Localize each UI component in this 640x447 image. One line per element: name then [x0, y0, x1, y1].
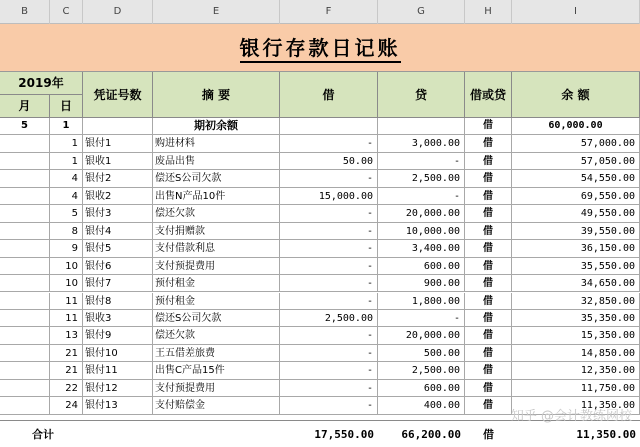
cell-day[interactable]: 9: [50, 240, 83, 257]
cell-credit[interactable]: 400.00: [378, 397, 465, 414]
header-credit[interactable]: 贷: [378, 72, 465, 118]
cell-voucher[interactable]: 银付12: [83, 380, 153, 397]
cell-credit[interactable]: 20,000.00: [378, 327, 465, 344]
title-band: [0, 24, 640, 72]
cell-day[interactable]: 10: [50, 258, 83, 275]
table-row: [0, 293, 640, 310]
cell-month[interactable]: [0, 310, 50, 327]
header-voucher[interactable]: 凭证号数: [83, 72, 153, 118]
cell-day[interactable]: 4: [50, 170, 83, 187]
column-header-d[interactable]: D: [83, 0, 153, 24]
header-balance[interactable]: 余 额: [512, 72, 640, 118]
cell-summary[interactable]: 出售N产品10件: [153, 188, 280, 205]
cell-debit[interactable]: -: [280, 380, 378, 397]
cell-day[interactable]: 11: [50, 293, 83, 310]
cell-day[interactable]: 22: [50, 380, 83, 397]
cell-month[interactable]: [0, 362, 50, 379]
cell-credit[interactable]: -: [378, 153, 465, 170]
column-header-c[interactable]: C: [50, 0, 83, 24]
cell-direction[interactable]: 借: [465, 345, 512, 362]
cell-debit[interactable]: -: [280, 345, 378, 362]
cell-summary[interactable]: 购进材料: [153, 135, 280, 152]
totals-label[interactable]: 合计: [32, 428, 54, 441]
header-debit[interactable]: 借: [280, 72, 378, 118]
cell-direction[interactable]: 借: [465, 223, 512, 240]
cell-voucher[interactable]: 银付7: [83, 275, 153, 292]
cell-direction[interactable]: 借: [465, 397, 512, 414]
table-row: [0, 327, 640, 344]
cell-balance[interactable]: 49,550.00: [512, 205, 640, 222]
cell-day[interactable]: 4: [50, 188, 83, 205]
column-header-b[interactable]: B: [0, 0, 50, 24]
cell-summary[interactable]: 废品出售: [153, 153, 280, 170]
cell-credit[interactable]: 600.00: [378, 258, 465, 275]
cell-month[interactable]: [0, 188, 50, 205]
header-direction[interactable]: 借或贷: [465, 72, 512, 118]
opening-row: [0, 118, 640, 135]
opening-day[interactable]: 1: [50, 118, 83, 135]
column-header-i[interactable]: I: [512, 0, 640, 24]
opening-month[interactable]: 5: [0, 118, 50, 135]
cell-credit[interactable]: 2,500.00: [378, 362, 465, 379]
column-header-f[interactable]: F: [280, 0, 378, 24]
cell-month[interactable]: [0, 223, 50, 240]
cell-balance[interactable]: 57,000.00: [512, 135, 640, 152]
cell-balance[interactable]: 69,550.00: [512, 188, 640, 205]
cell-debit[interactable]: -: [280, 258, 378, 275]
cell-balance[interactable]: 11,350.00: [512, 397, 640, 414]
cell-balance[interactable]: 35,350.00: [512, 310, 640, 327]
cell-debit[interactable]: -: [280, 135, 378, 152]
totals-row: [0, 420, 640, 447]
table-row: [0, 380, 640, 397]
cell-direction[interactable]: 借: [465, 362, 512, 379]
cell-debit[interactable]: -: [280, 240, 378, 257]
table-row: [0, 170, 640, 187]
cell-month[interactable]: [0, 293, 50, 310]
cell-balance[interactable]: 32,850.00: [512, 293, 640, 310]
cell-month[interactable]: [0, 258, 50, 275]
totals-direction[interactable]: 借: [483, 428, 494, 441]
table-row: [0, 310, 640, 327]
cell-credit[interactable]: 20,000.00: [378, 205, 465, 222]
cell-credit[interactable]: -: [378, 188, 465, 205]
opening-debit[interactable]: [280, 118, 378, 135]
cell-balance[interactable]: 57,050.00: [512, 153, 640, 170]
cell-voucher[interactable]: 银付8: [83, 293, 153, 310]
cell-month[interactable]: [0, 205, 50, 222]
header-day[interactable]: 日: [50, 95, 83, 118]
cell-direction[interactable]: 借: [465, 170, 512, 187]
cell-credit[interactable]: 500.00: [378, 345, 465, 362]
cell-direction[interactable]: 借: [465, 380, 512, 397]
cell-balance[interactable]: 12,350.00: [512, 362, 640, 379]
watermark: 知乎 @会计教练网校: [510, 409, 632, 424]
cell-month[interactable]: [0, 153, 50, 170]
cell-month[interactable]: [0, 275, 50, 292]
cell-day[interactable]: 10: [50, 275, 83, 292]
cell-direction[interactable]: 借: [465, 240, 512, 257]
cell-debit[interactable]: -: [280, 275, 378, 292]
table-row: [0, 258, 640, 275]
totals-credit[interactable]: 66,200.00: [401, 428, 461, 441]
totals-debit[interactable]: 17,550.00: [314, 428, 374, 441]
cell-day[interactable]: 24: [50, 397, 83, 414]
table-header: [0, 72, 640, 118]
cell-debit[interactable]: 50.00: [280, 153, 378, 170]
cell-credit[interactable]: 3,000.00: [378, 135, 465, 152]
cell-debit[interactable]: -: [280, 223, 378, 240]
cell-voucher[interactable]: 银付13: [83, 397, 153, 414]
cell-voucher[interactable]: 银付5: [83, 240, 153, 257]
opening-summary[interactable]: 期初余额: [153, 118, 280, 135]
cell-voucher[interactable]: 银付2: [83, 170, 153, 187]
cell-voucher[interactable]: 银收2: [83, 188, 153, 205]
cell-direction[interactable]: 借: [465, 188, 512, 205]
cell-voucher[interactable]: 银收1: [83, 153, 153, 170]
opening-voucher[interactable]: [83, 118, 153, 135]
cell-summary[interactable]: 支付借款利息: [153, 240, 280, 257]
cell-month[interactable]: [0, 135, 50, 152]
table-row: [0, 275, 640, 292]
cell-debit[interactable]: 15,000.00: [280, 188, 378, 205]
cell-debit[interactable]: -: [280, 327, 378, 344]
cell-day[interactable]: 1: [50, 135, 83, 152]
header-month[interactable]: 月: [0, 95, 50, 118]
cell-credit[interactable]: 10,000.00: [378, 223, 465, 240]
cell-day[interactable]: 21: [50, 345, 83, 362]
table-row: [0, 345, 640, 362]
cell-summary[interactable]: 偿还S公司欠款: [153, 170, 280, 187]
cell-voucher[interactable]: 银付4: [83, 223, 153, 240]
cell-direction[interactable]: 借: [465, 153, 512, 170]
cell-balance[interactable]: 15,350.00: [512, 327, 640, 344]
cell-month[interactable]: [0, 327, 50, 344]
column-header-bar: [0, 0, 640, 24]
cell-day[interactable]: 11: [50, 310, 83, 327]
cell-day[interactable]: 21: [50, 362, 83, 379]
cell-credit[interactable]: 3,400.00: [378, 240, 465, 257]
table-row: [0, 223, 640, 240]
cell-balance[interactable]: 14,850.00: [512, 345, 640, 362]
opening-direction[interactable]: 借: [465, 118, 512, 135]
cell-direction[interactable]: 借: [465, 135, 512, 152]
column-header-h[interactable]: H: [465, 0, 512, 24]
table-row: [0, 362, 640, 379]
cell-month[interactable]: [0, 170, 50, 187]
cell-summary[interactable]: 预付租金: [153, 275, 280, 292]
cell-voucher[interactable]: 银收3: [83, 310, 153, 327]
cell-summary[interactable]: 偿还欠款: [153, 327, 280, 344]
cell-day[interactable]: 8: [50, 223, 83, 240]
cell-debit[interactable]: -: [280, 362, 378, 379]
cell-debit[interactable]: -: [280, 397, 378, 414]
cell-month[interactable]: [0, 345, 50, 362]
cell-credit[interactable]: 600.00: [378, 380, 465, 397]
cell-summary[interactable]: 偿还S公司欠款: [153, 310, 280, 327]
cell-month[interactable]: [0, 380, 50, 397]
cell-balance[interactable]: 11,750.00: [512, 380, 640, 397]
table-row: [0, 188, 640, 205]
cell-balance[interactable]: 35,550.00: [512, 258, 640, 275]
cell-balance[interactable]: 39,550.00: [512, 223, 640, 240]
cell-summary[interactable]: 支付捐赠款: [153, 223, 280, 240]
cell-debit[interactable]: -: [280, 170, 378, 187]
cell-debit[interactable]: -: [280, 293, 378, 310]
sheet-title[interactable]: 银行存款日记账: [0, 24, 640, 72]
cell-day[interactable]: 13: [50, 327, 83, 344]
opening-balance[interactable]: 60,000.00: [512, 118, 640, 135]
cell-summary[interactable]: 支付预提费用: [153, 258, 280, 275]
cell-voucher[interactable]: 银付9: [83, 327, 153, 344]
cell-credit[interactable]: 2,500.00: [378, 170, 465, 187]
cell-summary[interactable]: 偿还欠款: [153, 205, 280, 222]
cell-balance[interactable]: 54,550.00: [512, 170, 640, 187]
cell-credit[interactable]: 900.00: [378, 275, 465, 292]
column-header-e[interactable]: E: [153, 0, 280, 24]
cell-direction[interactable]: 借: [465, 205, 512, 222]
cell-summary[interactable]: 支付预提费用: [153, 380, 280, 397]
header-summary[interactable]: 摘 要: [153, 72, 280, 118]
cell-day[interactable]: 1: [50, 153, 83, 170]
cell-credit[interactable]: 1,800.00: [378, 293, 465, 310]
cell-direction[interactable]: 借: [465, 293, 512, 310]
cell-credit[interactable]: -: [378, 310, 465, 327]
cell-direction[interactable]: 借: [465, 258, 512, 275]
cell-direction[interactable]: 借: [465, 310, 512, 327]
table-row: [0, 240, 640, 257]
cell-summary[interactable]: 支付赔偿金: [153, 397, 280, 414]
cell-balance[interactable]: 36,150.00: [512, 240, 640, 257]
cell-balance[interactable]: 34,650.00: [512, 275, 640, 292]
cell-summary[interactable]: 王五借差旅费: [153, 345, 280, 362]
cell-month[interactable]: [0, 397, 50, 414]
cell-debit[interactable]: 2,500.00: [280, 310, 378, 327]
header-year[interactable]: 2019年: [0, 72, 83, 95]
totals-balance[interactable]: 11,350.00: [576, 428, 636, 441]
table-row: [0, 153, 640, 170]
cell-month[interactable]: [0, 240, 50, 257]
cell-direction[interactable]: 借: [465, 275, 512, 292]
cell-summary[interactable]: 预付租金: [153, 293, 280, 310]
cell-voucher[interactable]: 银付6: [83, 258, 153, 275]
cell-summary[interactable]: 出售C产品15件: [153, 362, 280, 379]
cell-voucher[interactable]: 银付3: [83, 205, 153, 222]
opening-credit[interactable]: [378, 118, 465, 135]
cell-voucher[interactable]: 银付10: [83, 345, 153, 362]
cell-day[interactable]: 5: [50, 205, 83, 222]
cell-voucher[interactable]: 银付1: [83, 135, 153, 152]
table-row: [0, 205, 640, 222]
table-row: [0, 135, 640, 152]
column-header-g[interactable]: G: [378, 0, 465, 24]
ledger-grid: [0, 118, 640, 417]
cell-debit[interactable]: -: [280, 205, 378, 222]
cell-voucher[interactable]: 银付11: [83, 362, 153, 379]
cell-direction[interactable]: 借: [465, 327, 512, 344]
